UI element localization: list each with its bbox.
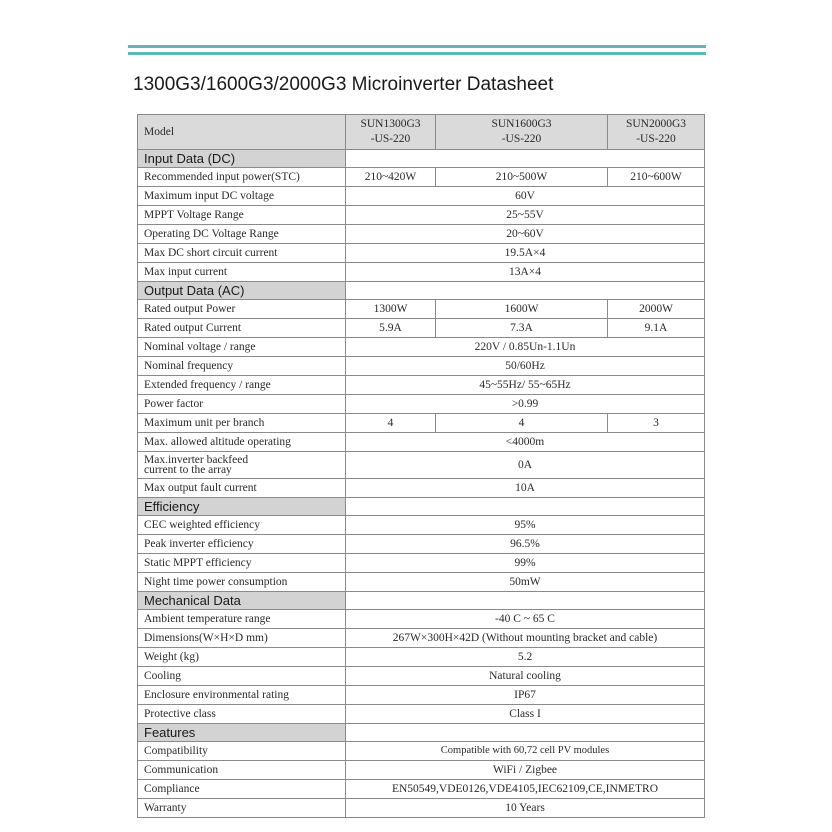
row-label: Recommended input power(STC) bbox=[138, 168, 346, 187]
row-value: 13A×4 bbox=[346, 263, 705, 282]
row-value: WiFi / Zigbee bbox=[346, 761, 705, 780]
table-row bbox=[138, 479, 705, 498]
row-label: Static MPPT efficiency bbox=[138, 554, 346, 573]
row-label: Weight (kg) bbox=[138, 648, 346, 667]
row-value: 5.2 bbox=[346, 648, 705, 667]
row-label: MPPT Voltage Range bbox=[138, 206, 346, 225]
row-value: 4 bbox=[436, 414, 608, 433]
row-label: Nominal frequency bbox=[138, 357, 346, 376]
model-sun1300g3: SUN1300G3 -US-220 bbox=[346, 115, 436, 150]
model-header-row bbox=[138, 115, 705, 150]
model-sun2000g3: SUN2000G3 -US-220 bbox=[608, 115, 705, 150]
row-value: 210~500W bbox=[436, 168, 608, 187]
row-value: 95% bbox=[346, 516, 705, 535]
row-value: 19.5A×4 bbox=[346, 244, 705, 263]
top-accent-rule bbox=[128, 45, 706, 48]
row-label: Max output fault current bbox=[138, 479, 346, 498]
table-row bbox=[138, 742, 705, 761]
section-title: Output Data (AC) bbox=[138, 282, 346, 300]
row-label: Nominal voltage / range bbox=[138, 338, 346, 357]
table-row bbox=[138, 244, 705, 263]
table-row bbox=[138, 799, 705, 818]
table-row bbox=[138, 263, 705, 282]
row-label: Maximum unit per branch bbox=[138, 414, 346, 433]
row-value: 9.1A bbox=[608, 319, 705, 338]
table-row bbox=[138, 225, 705, 244]
table-row bbox=[138, 206, 705, 225]
row-value: 99% bbox=[346, 554, 705, 573]
row-value: 45~55Hz/ 55~65Hz bbox=[346, 376, 705, 395]
section-features bbox=[138, 724, 705, 742]
row-value: 220V / 0.85Un-1.1Un bbox=[346, 338, 705, 357]
datasheet-table bbox=[137, 114, 705, 818]
row-label: Maximum input DC voltage bbox=[138, 187, 346, 206]
row-value: 0A bbox=[346, 452, 705, 479]
row-label: Enclosure environmental rating bbox=[138, 686, 346, 705]
row-label: Max input current bbox=[138, 263, 346, 282]
row-value: 50mW bbox=[346, 573, 705, 592]
row-value: 210~420W bbox=[346, 168, 436, 187]
table-row bbox=[138, 573, 705, 592]
section-title: Mechanical Data bbox=[138, 592, 346, 610]
table-row bbox=[138, 610, 705, 629]
table-row bbox=[138, 168, 705, 187]
section-output-data bbox=[138, 282, 705, 300]
table-row bbox=[138, 376, 705, 395]
table-row bbox=[138, 761, 705, 780]
row-label: Rated output Current bbox=[138, 319, 346, 338]
row-label: Max DC short circuit current bbox=[138, 244, 346, 263]
row-label: Power factor bbox=[138, 395, 346, 414]
row-value: -40 C ~ 65 C bbox=[346, 610, 705, 629]
document-title: 1300G3/1600G3/2000G3 Microinverter Datasheet bbox=[133, 74, 554, 95]
table-row bbox=[138, 357, 705, 376]
row-label: Rated output Power bbox=[138, 300, 346, 319]
row-label: Protective class bbox=[138, 705, 346, 724]
table-row bbox=[138, 187, 705, 206]
table-row bbox=[138, 648, 705, 667]
table-row bbox=[138, 535, 705, 554]
row-value: Class I bbox=[346, 705, 705, 724]
table-row bbox=[138, 338, 705, 357]
section-title: Features bbox=[138, 724, 346, 742]
row-value: <4000m bbox=[346, 433, 705, 452]
row-value: 3 bbox=[608, 414, 705, 433]
row-value: 60V bbox=[346, 187, 705, 206]
row-value: 10 Years bbox=[346, 799, 705, 818]
row-value: 20~60V bbox=[346, 225, 705, 244]
row-label: CEC weighted efficiency bbox=[138, 516, 346, 535]
row-value: 1600W bbox=[436, 300, 608, 319]
model-sun1600g3: SUN1600G3 -US-220 bbox=[436, 115, 608, 150]
row-value: Compatible with 60,72 cell PV modules bbox=[346, 742, 705, 761]
section-title: Efficiency bbox=[138, 498, 346, 516]
row-value: 2000W bbox=[608, 300, 705, 319]
row-label: Operating DC Voltage Range bbox=[138, 225, 346, 244]
table-row bbox=[138, 667, 705, 686]
table-row bbox=[138, 516, 705, 535]
row-label: Compliance bbox=[138, 780, 346, 799]
row-value: 1300W bbox=[346, 300, 436, 319]
table-row bbox=[138, 686, 705, 705]
row-label: Peak inverter efficiency bbox=[138, 535, 346, 554]
row-label: Extended frequency / range bbox=[138, 376, 346, 395]
row-value: EN50549,VDE0126,VDE4105,IEC62109,CE,INMETRO bbox=[346, 780, 705, 799]
table-row bbox=[138, 319, 705, 338]
table-row bbox=[138, 433, 705, 452]
section-title: Input Data (DC) bbox=[138, 150, 346, 168]
row-value: 4 bbox=[346, 414, 436, 433]
row-label: Max. allowed altitude operating bbox=[138, 433, 346, 452]
model-label: Model bbox=[138, 115, 346, 150]
row-value: Natural cooling bbox=[346, 667, 705, 686]
row-label: Cooling bbox=[138, 667, 346, 686]
section-mechanical-data bbox=[138, 592, 705, 610]
row-label: Ambient temperature range bbox=[138, 610, 346, 629]
section-input-data bbox=[138, 150, 705, 168]
row-value: 50/60Hz bbox=[346, 357, 705, 376]
section-efficiency bbox=[138, 498, 705, 516]
row-label: Night time power consumption bbox=[138, 573, 346, 592]
row-label: Max.inverter backfeed current to the array bbox=[138, 452, 346, 479]
table-row bbox=[138, 780, 705, 799]
row-value: 25~55V bbox=[346, 206, 705, 225]
row-value: IP67 bbox=[346, 686, 705, 705]
row-value: 7.3A bbox=[436, 319, 608, 338]
table-row bbox=[138, 629, 705, 648]
table-row bbox=[138, 452, 705, 479]
table-row bbox=[138, 395, 705, 414]
table-row bbox=[138, 300, 705, 319]
row-label: Communication bbox=[138, 761, 346, 780]
second-accent-rule bbox=[128, 52, 706, 55]
row-label: Warranty bbox=[138, 799, 346, 818]
row-value: 210~600W bbox=[608, 168, 705, 187]
row-value: 10A bbox=[346, 479, 705, 498]
row-value: 267W×300H×42D (Without mounting bracket and cable) bbox=[346, 629, 705, 648]
row-value: 96.5% bbox=[346, 535, 705, 554]
row-label: Dimensions(W×H×D mm) bbox=[138, 629, 346, 648]
row-value: 5.9A bbox=[346, 319, 436, 338]
table-row bbox=[138, 414, 705, 433]
row-label: Compatibility bbox=[138, 742, 346, 761]
table-row bbox=[138, 705, 705, 724]
table-row bbox=[138, 554, 705, 573]
row-value: >0.99 bbox=[346, 395, 705, 414]
